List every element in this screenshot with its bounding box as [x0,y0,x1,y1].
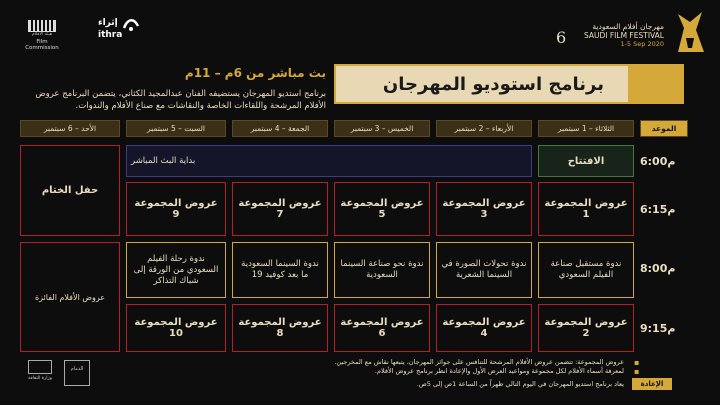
cell-group-8: عروض المجموعة 8 [232,304,328,352]
ithra-en: ithra [98,30,123,40]
cell-group-6: عروض المجموعة 6 [334,304,430,352]
festival-dates: 1-5 Sep 2020 [620,40,664,48]
cell-group-5: عروض المجموعة 5 [334,182,430,236]
title-box [334,64,630,104]
header-day-3: الخميس – 3 سبتمبر [334,120,430,137]
cell-group-3: عروض المجموعة 3 [436,182,532,236]
culture-mark-icon [28,360,52,374]
film-commission-en: Film Commission [25,39,59,51]
cell-group-2: عروض المجموعة 2 [538,304,634,352]
dammam-ar: الدمام [64,360,90,386]
live-broadcast-line: بث مباشر من 6م – 11م [184,66,326,80]
culture-ar: وزارة الثقافة [28,376,52,381]
time-800: 8:00م [640,262,676,275]
dammam-logo [64,360,94,396]
intro-text: برنامج استديو المهرجان يستضيفه الفنان عبدالمجيد الكثاني، يتضمن البرنامج عروض الأفلام المرشحة واللقاءات الخاصة والنقاشات مع صناع الأفلام والندوات. [35,89,326,111]
cell-group-9: عروض المجموعة 9 [126,182,226,236]
title-accent [630,64,684,104]
time-600: 6:00م [640,155,676,168]
film-commission-mark-icon [28,20,56,32]
header-day-5: السبت – 5 سبتمبر [126,120,226,137]
cell-winners: عروض الأفلام الفائزة [20,242,120,352]
time-615: 6:15م [640,203,676,216]
header-day-4: الجمعة – 4 سبتمبر [232,120,328,137]
festival-name-ar: مهرجان أفلام السعودية [592,22,664,31]
festival-name-en: SAUDI FILM FESTIVAL [583,31,664,40]
cell-seminar-3: ندوة نحو صناعة السينما السعودية [334,242,430,298]
cell-seminar-2: ندوة تحولات الصورة في السينما الشعرية [436,242,532,298]
cell-group-1: عروض المجموعة 1 [538,182,634,236]
cell-seminar-5: ندوة رحلة الفيلم السعودي من الورقة إلى شباك التذاكر [126,242,226,298]
cell-live-start: بداية البث المباشر [126,145,532,177]
cell-group-4: عروض المجموعة 4 [436,304,532,352]
cell-group-7: عروض المجموعة 7 [232,182,328,236]
ithra-logo [98,14,142,54]
cell-seminar-1: ندوة مستقبل صناعة الفيلم السعودي [538,242,634,298]
culture-ministry-logo [20,360,60,396]
header-day-2: الأربعاء – 2 سبتمبر [436,120,532,137]
time-915: 9:15م [640,322,676,335]
cell-seminar-4: ندوة السينما السعودية ما بعد كوفيد 19 [232,242,328,298]
bullet-icon: ▪ [634,358,640,367]
cell-closing: حفل الختام [20,145,120,236]
film-commission-logo [20,20,64,60]
festival-seal-icon [668,8,712,56]
header-day-1: الثلاثاء – 1 سبتمبر [538,120,634,137]
ithra-mark-icon [122,16,140,32]
festival-number: 6 [556,28,567,47]
cell-group-10: عروض المجموعة 10 [126,304,226,352]
cell-opening: الافتتاح [538,145,634,177]
festival-logo [556,8,716,58]
page-title: برنامج استوديو المهرجان [382,74,604,95]
header-time: الموعد [640,120,688,137]
ithra-ar: إثراء [98,18,118,28]
header-day-6: الأحد – 6 سبتمبر [20,120,120,137]
bullet-icon: ▪ [634,367,640,376]
rerun-badge: الإعادة [632,378,672,390]
footer-note-2: لمعرفة أسماء الأفلام لكل مجموعة ومواعيد العرض الأول والإعادة انظر برنامج عروض الأفلام. [374,367,624,375]
rerun-text: يعاد برنامج استديو المهرجان في اليوم التالي ظهراً من الساعة 1ص إلى 5ص. [416,380,624,388]
film-commission-ar: هيئة الأفلام [31,32,53,37]
footer-note-1: عروض المجموعة: تتضمن عروض الأفلام المرشحة للتنافس على جوائز المهرجان، يتبعها نقاش مع المخرجين. [334,358,624,366]
